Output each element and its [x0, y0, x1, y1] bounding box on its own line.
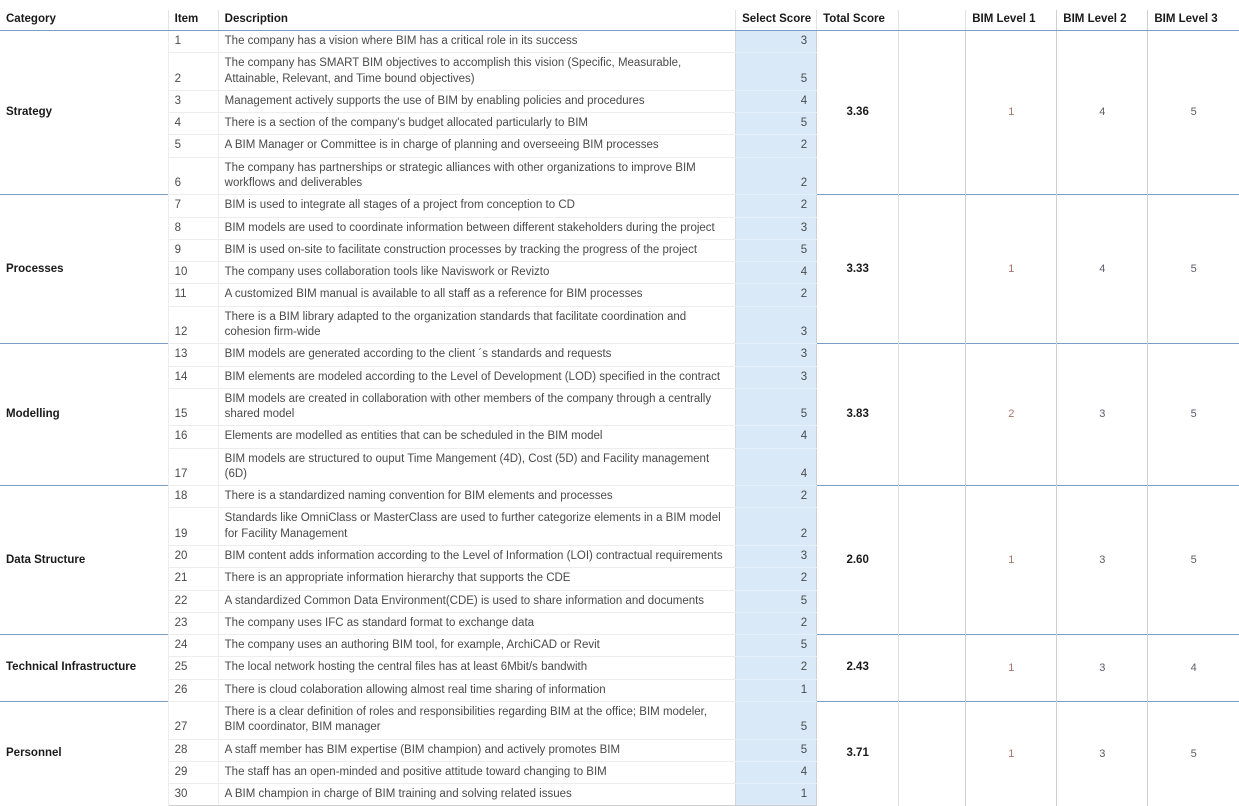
description-cell: There is a standardized naming convention for BIM elements and processes — [218, 486, 735, 508]
category-cell: Modelling — [0, 344, 168, 486]
spacer-cell — [899, 702, 966, 806]
column-header-select-score: Select Score — [736, 10, 817, 31]
item-number-cell: 22 — [168, 590, 218, 612]
category-cell: Data Structure — [0, 486, 168, 635]
total-score-cell: 2.43 — [817, 635, 899, 702]
column-header-description: Description — [218, 10, 735, 31]
bim-level-1-cell: 1 — [966, 486, 1057, 635]
description-cell: A standardized Common Data Environment(CDE) is used to share information and documents — [218, 590, 735, 612]
select-score-cell[interactable]: 5 — [736, 388, 817, 426]
bim-level-3-cell: 5 — [1148, 344, 1239, 486]
item-number-cell: 30 — [168, 784, 218, 806]
bim-level-2-cell: 3 — [1057, 344, 1148, 486]
bim-level-3-cell: 5 — [1148, 702, 1239, 806]
item-number-cell: 6 — [168, 157, 218, 195]
description-cell: A staff member has BIM expertise (BIM champion) and actively promotes BIM — [218, 739, 735, 761]
spacer-cell — [899, 344, 966, 486]
select-score-cell[interactable]: 4 — [736, 761, 817, 783]
description-cell: Elements are modelled as entities that can be scheduled in the BIM model — [218, 426, 735, 448]
item-number-cell: 8 — [168, 217, 218, 239]
select-score-cell[interactable]: 4 — [736, 90, 817, 112]
column-header-total-score: Total Score — [817, 10, 899, 31]
header-row — [0, 10, 1239, 31]
table-body — [0, 31, 1239, 806]
total-score-cell: 3.33 — [817, 195, 899, 344]
select-score-cell[interactable]: 2 — [736, 612, 817, 634]
description-cell: The company uses collaboration tools like Naviswork or Revizto — [218, 262, 735, 284]
bim-level-3-cell: 5 — [1148, 486, 1239, 635]
select-score-cell[interactable]: 4 — [736, 262, 817, 284]
item-number-cell: 24 — [168, 635, 218, 657]
description-cell: BIM is used to integrate all stages of a project from conception to CD — [218, 195, 735, 217]
bim-level-1-cell: 1 — [966, 702, 1057, 806]
select-score-cell[interactable]: 5 — [736, 53, 817, 91]
column-header-bim-level-1: BIM Level 1 — [966, 10, 1057, 31]
description-cell: Standards like OmniClass or MasterClass are used to further categorize elements in a BIM model for Facility Management — [218, 508, 735, 546]
select-score-cell[interactable]: 5 — [736, 702, 817, 740]
item-number-cell: 10 — [168, 262, 218, 284]
category-cell: Technical Infrastructure — [0, 635, 168, 702]
column-header-item: Item — [168, 10, 218, 31]
table-row — [0, 702, 1239, 740]
select-score-cell[interactable]: 5 — [736, 635, 817, 657]
item-number-cell: 1 — [168, 31, 218, 53]
bim-level-2-cell: 3 — [1057, 635, 1148, 702]
item-number-cell: 18 — [168, 486, 218, 508]
select-score-cell[interactable]: 2 — [736, 508, 817, 546]
table-row — [0, 486, 1239, 508]
select-score-cell[interactable]: 2 — [736, 157, 817, 195]
item-number-cell: 9 — [168, 239, 218, 261]
bim-level-2-cell: 4 — [1057, 31, 1148, 195]
bim-assessment-table — [0, 10, 1239, 806]
item-number-cell: 14 — [168, 366, 218, 388]
select-score-cell[interactable]: 3 — [736, 217, 817, 239]
select-score-cell[interactable]: 5 — [736, 239, 817, 261]
item-number-cell: 21 — [168, 568, 218, 590]
select-score-cell[interactable]: 3 — [736, 31, 817, 53]
bim-level-1-cell: 1 — [966, 635, 1057, 702]
description-cell: A BIM Manager or Committee is in charge of planning and overseeing BIM processes — [218, 135, 735, 157]
table-row — [0, 31, 1239, 53]
spacer-cell — [899, 195, 966, 344]
description-cell: The company has a vision where BIM has a critical role in its success — [218, 31, 735, 53]
table-row — [0, 635, 1239, 657]
description-cell: A customized BIM manual is available to all staff as a reference for BIM processes — [218, 284, 735, 306]
select-score-cell[interactable]: 2 — [736, 284, 817, 306]
bim-level-3-cell: 5 — [1148, 31, 1239, 195]
item-number-cell: 13 — [168, 344, 218, 366]
select-score-cell[interactable]: 5 — [736, 590, 817, 612]
select-score-cell[interactable]: 3 — [736, 344, 817, 366]
select-score-cell[interactable]: 5 — [736, 113, 817, 135]
description-cell: BIM content adds information according to the Level of Information (LOI) contractual requirements — [218, 546, 735, 568]
description-cell: A BIM champion in charge of BIM training and solving related issues — [218, 784, 735, 806]
item-number-cell: 26 — [168, 679, 218, 701]
description-cell: The company has partnerships or strategic alliances with other organizations to improve BIM workflows and deliverables — [218, 157, 735, 195]
category-cell: Strategy — [0, 31, 168, 195]
item-number-cell: 16 — [168, 426, 218, 448]
item-number-cell: 7 — [168, 195, 218, 217]
select-score-cell[interactable]: 2 — [736, 135, 817, 157]
bim-level-3-cell: 4 — [1148, 635, 1239, 702]
total-score-cell: 3.83 — [817, 344, 899, 486]
item-number-cell: 4 — [168, 113, 218, 135]
category-cell: Personnel — [0, 702, 168, 806]
item-number-cell: 23 — [168, 612, 218, 634]
bim-level-1-cell: 2 — [966, 344, 1057, 486]
item-number-cell: 28 — [168, 739, 218, 761]
description-cell: The local network hosting the central files has at least 6Mbit/s bandwith — [218, 657, 735, 679]
bim-level-2-cell: 4 — [1057, 195, 1148, 344]
description-cell: BIM is used on-site to facilitate construction processes by tracking the progress of the project — [218, 239, 735, 261]
description-cell: The company uses an authoring BIM tool, for example, ArchiCAD or Revit — [218, 635, 735, 657]
description-cell: BIM models are generated according to the client ´s standards and requests — [218, 344, 735, 366]
item-number-cell: 12 — [168, 306, 218, 344]
select-score-cell[interactable]: 3 — [736, 546, 817, 568]
description-cell: There is a BIM library adapted to the organization standards that facilitate coordination and cohesion firm-wide — [218, 306, 735, 344]
column-header-bim-level-3: BIM Level 3 — [1148, 10, 1239, 31]
description-cell: There is an appropriate information hierarchy that supports the CDE — [218, 568, 735, 590]
item-number-cell: 25 — [168, 657, 218, 679]
select-score-cell[interactable]: 1 — [736, 784, 817, 806]
total-score-cell: 3.71 — [817, 702, 899, 806]
bim-level-2-cell: 3 — [1057, 486, 1148, 635]
table-header — [0, 10, 1239, 31]
select-score-cell[interactable]: 2 — [736, 195, 817, 217]
description-cell: BIM models are used to coordinate information between different stakeholders during the project — [218, 217, 735, 239]
description-cell: BIM models are structured to ouput Time Mangement (4D), Cost (5D) and Facility management (6D) — [218, 448, 735, 486]
item-number-cell: 29 — [168, 761, 218, 783]
bim-level-2-cell: 3 — [1057, 702, 1148, 806]
bim-level-3-cell: 5 — [1148, 195, 1239, 344]
description-cell: There is a clear definition of roles and responsibilities regarding BIM at the office; BIM modeler, BIM coordinator, BIM manager — [218, 702, 735, 740]
table-row — [0, 195, 1239, 217]
bim-level-1-cell: 1 — [966, 31, 1057, 195]
category-cell: Processes — [0, 195, 168, 344]
spacer-cell — [899, 486, 966, 635]
select-score-cell[interactable]: 5 — [736, 739, 817, 761]
item-number-cell: 11 — [168, 284, 218, 306]
item-number-cell: 2 — [168, 53, 218, 91]
column-header-bim-level-2: BIM Level 2 — [1057, 10, 1148, 31]
description-cell: BIM models are created in collaboration with other members of the company through a centrally shared model — [218, 388, 735, 426]
description-cell: The company uses IFC as standard format to exchange data — [218, 612, 735, 634]
select-score-cell[interactable]: 2 — [736, 568, 817, 590]
select-score-cell[interactable]: 1 — [736, 679, 817, 701]
bim-level-1-cell: 1 — [966, 195, 1057, 344]
column-header-spacer — [899, 10, 966, 31]
select-score-cell[interactable]: 3 — [736, 366, 817, 388]
description-cell: There is a section of the company's budget allocated particularly to BIM — [218, 113, 735, 135]
description-cell: Management actively supports the use of BIM by enabling policies and procedures — [218, 90, 735, 112]
select-score-cell[interactable]: 4 — [736, 448, 817, 486]
item-number-cell: 3 — [168, 90, 218, 112]
total-score-cell: 2.60 — [817, 486, 899, 635]
item-number-cell: 20 — [168, 546, 218, 568]
description-cell: The staff has an open-minded and positive attitude toward changing to BIM — [218, 761, 735, 783]
item-number-cell: 19 — [168, 508, 218, 546]
description-cell: The company has SMART BIM objectives to accomplish this vision (Specific, Measurable, Attainable, Relevant, and Time bound objectives) — [218, 53, 735, 91]
spacer-cell — [899, 31, 966, 195]
select-score-cell[interactable]: 4 — [736, 426, 817, 448]
description-cell: BIM elements are modeled according to the Level of Development (LOD) specified in the contract — [218, 366, 735, 388]
table-row — [0, 344, 1239, 366]
select-score-cell[interactable]: 2 — [736, 486, 817, 508]
item-number-cell: 5 — [168, 135, 218, 157]
select-score-cell[interactable]: 3 — [736, 306, 817, 344]
spacer-cell — [899, 635, 966, 702]
select-score-cell[interactable]: 2 — [736, 657, 817, 679]
item-number-cell: 27 — [168, 702, 218, 740]
column-header-category: Category — [0, 10, 168, 31]
item-number-cell: 17 — [168, 448, 218, 486]
total-score-cell: 3.36 — [817, 31, 899, 195]
description-cell: There is cloud colaboration allowing almost real time sharing of information — [218, 679, 735, 701]
item-number-cell: 15 — [168, 388, 218, 426]
